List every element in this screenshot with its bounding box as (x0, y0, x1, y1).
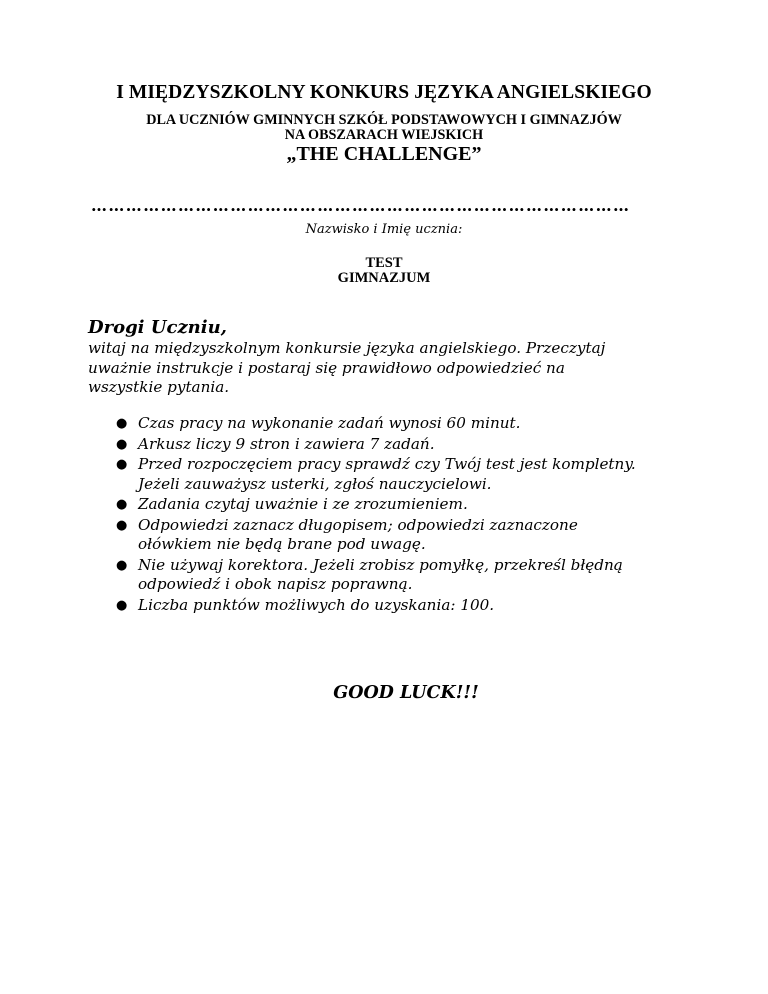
rule-item (110, 596, 710, 616)
rule-item (110, 495, 710, 515)
rule-text: Jeżeli zauważysz usterki, zgłoś nauczycielowi. (138, 474, 492, 493)
bullet-icon: ● (116, 597, 128, 613)
greeting: Drogi Uczniu, (88, 317, 227, 338)
rule-text: Arkusz liczy 9 stron i zawiera 7 zadań. (138, 434, 435, 453)
contest-name: „THE CHALLENGE” (286, 143, 482, 165)
rule-item (110, 455, 710, 494)
intro-line: witaj na międzyszkolnym konkursie języka angielskiego. Przeczytaj (88, 339, 606, 357)
bullet-icon: ● (116, 457, 128, 472)
rules-list (110, 414, 710, 616)
bullet-icon: ● (116, 436, 128, 452)
contest-subtitle-line-1: DLA UCZNIÓW GMINNYCH SZKÓŁ PODSTAWOWYCH I GIMNAZJÓW (146, 112, 622, 128)
rule-text: Liczba punktów możliwych do uzyskania: 100. (138, 595, 495, 614)
test-level: GIMNAZJUM (337, 270, 431, 286)
rule-item (110, 516, 710, 555)
rule-item (110, 414, 710, 434)
bullet-icon: ● (116, 416, 128, 431)
rule-text: odpowiedź i obok napisz poprawną. (138, 575, 413, 593)
student-name-label: Nazwisko i Imię ucznia: (305, 222, 463, 237)
intro-paragraph (88, 339, 688, 398)
intro-line: wszystkie pytania. (88, 378, 230, 396)
closing-message: GOOD LUCK!!! (333, 683, 479, 703)
intro-line: uważnie instrukcje i postaraj się prawidłowo odpowiedzieć na (88, 358, 565, 377)
rule-text: Przed rozpoczęciem pracy sprawdź czy Twój test jest kompletny. (138, 455, 636, 473)
test-label: TEST (365, 255, 403, 271)
rule-text: Zadania czytaj uważnie i ze zrozumieniem. (138, 495, 468, 513)
rule-text: Nie używaj korektora. Jeżeli zrobisz pomyłkę, przekreśl błędną (138, 555, 623, 574)
bullet-icon: ● (116, 517, 128, 533)
contest-title: I MIĘDZYSZKOLNY KONKURS JĘZYKA ANGIELSKIEGO (116, 82, 652, 103)
rule-text: Czas pracy na wykonanie zadań wynosi 60 minut. (138, 414, 521, 432)
student-name-blank[interactable]: ………………………………………………………………………………… (91, 196, 631, 215)
bullet-icon: ● (116, 497, 128, 512)
rule-item (110, 556, 710, 595)
bullet-icon: ● (116, 557, 128, 573)
contest-subtitle-line-2: NA OBSZARACH WIEJSKICH (284, 127, 484, 143)
rule-text: Odpowiedzi zaznacz długopisem; odpowiedzi zaznaczone (138, 515, 578, 534)
rule-item (110, 435, 710, 455)
rule-text: ołówkiem nie będą brane pod uwagę. (138, 535, 426, 553)
